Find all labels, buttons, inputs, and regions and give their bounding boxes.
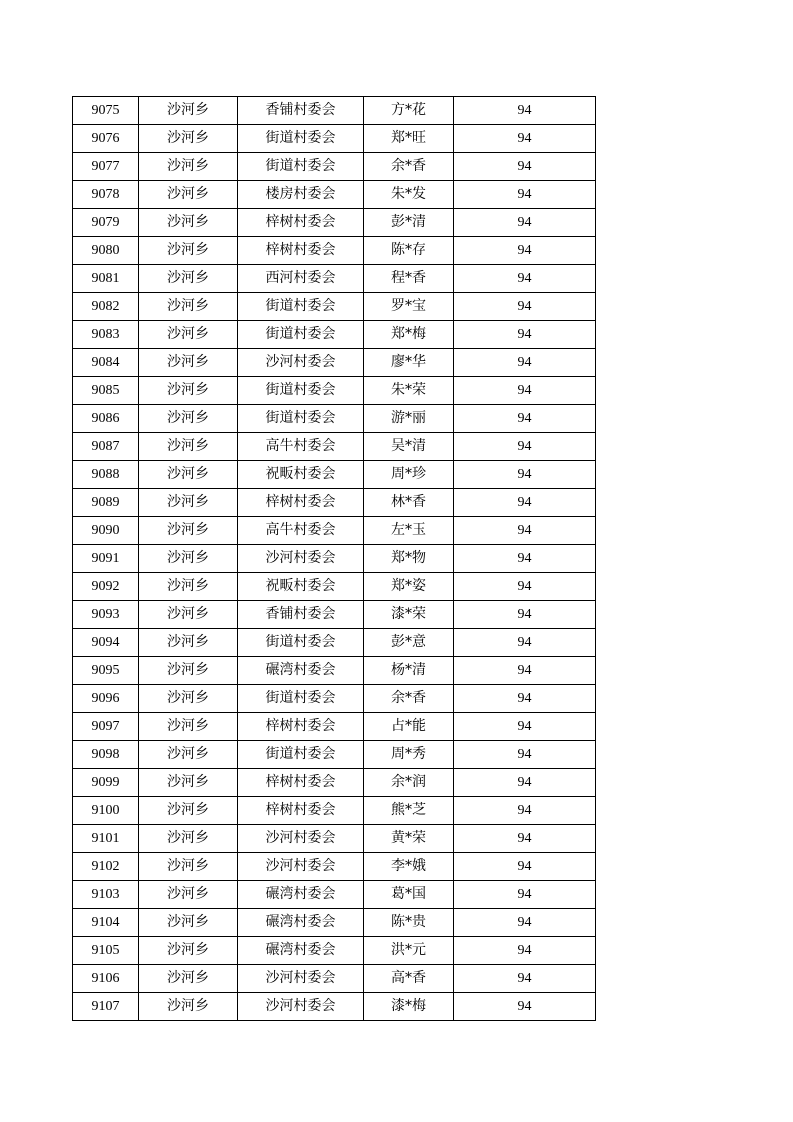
- cell-serial-number: 9093: [73, 601, 139, 629]
- cell-score: 94: [454, 517, 596, 545]
- cell-village-committee: 沙河村委会: [238, 993, 364, 1021]
- table-row: [73, 685, 596, 713]
- cell-score: 94: [454, 797, 596, 825]
- table-row: [73, 713, 596, 741]
- cell-serial-number: 9075: [73, 97, 139, 125]
- table-row: [73, 741, 596, 769]
- cell-serial-number: 9102: [73, 853, 139, 881]
- cell-score: 94: [454, 545, 596, 573]
- cell-village-committee: 碾湾村委会: [238, 937, 364, 965]
- cell-township: 沙河乡: [139, 601, 238, 629]
- cell-score: 94: [454, 321, 596, 349]
- table-row: [73, 909, 596, 937]
- cell-village-committee: 街道村委会: [238, 293, 364, 321]
- cell-person-name: 朱*荣: [364, 377, 454, 405]
- cell-score: 94: [454, 573, 596, 601]
- cell-score: 94: [454, 293, 596, 321]
- cell-score: 94: [454, 965, 596, 993]
- cell-person-name: 陈*贵: [364, 909, 454, 937]
- cell-person-name: 洪*元: [364, 937, 454, 965]
- cell-serial-number: 9103: [73, 881, 139, 909]
- cell-serial-number: 9083: [73, 321, 139, 349]
- cell-village-committee: 碾湾村委会: [238, 881, 364, 909]
- cell-score: 94: [454, 349, 596, 377]
- cell-person-name: 黄*荣: [364, 825, 454, 853]
- cell-person-name: 余*润: [364, 769, 454, 797]
- cell-township: 沙河乡: [139, 685, 238, 713]
- cell-township: 沙河乡: [139, 937, 238, 965]
- cell-village-committee: 街道村委会: [238, 377, 364, 405]
- table-row: [73, 881, 596, 909]
- cell-village-committee: 沙河村委会: [238, 545, 364, 573]
- cell-township: 沙河乡: [139, 209, 238, 237]
- cell-serial-number: 9097: [73, 713, 139, 741]
- table-row: [73, 153, 596, 181]
- cell-score: 94: [454, 209, 596, 237]
- cell-score: 94: [454, 657, 596, 685]
- table-row: [73, 489, 596, 517]
- cell-township: 沙河乡: [139, 657, 238, 685]
- table-row: [73, 265, 596, 293]
- cell-township: 沙河乡: [139, 769, 238, 797]
- cell-person-name: 周*珍: [364, 461, 454, 489]
- cell-village-committee: 梓树村委会: [238, 797, 364, 825]
- cell-village-committee: 沙河村委会: [238, 349, 364, 377]
- cell-village-committee: 香铺村委会: [238, 601, 364, 629]
- cell-serial-number: 9106: [73, 965, 139, 993]
- cell-township: 沙河乡: [139, 433, 238, 461]
- cell-village-committee: 沙河村委会: [238, 825, 364, 853]
- cell-score: 94: [454, 237, 596, 265]
- cell-serial-number: 9082: [73, 293, 139, 321]
- cell-township: 沙河乡: [139, 741, 238, 769]
- table-row: [73, 965, 596, 993]
- table-row: [73, 237, 596, 265]
- cell-person-name: 高*香: [364, 965, 454, 993]
- cell-score: 94: [454, 853, 596, 881]
- cell-township: 沙河乡: [139, 461, 238, 489]
- cell-serial-number: 9080: [73, 237, 139, 265]
- cell-person-name: 方*花: [364, 97, 454, 125]
- cell-person-name: 郑*梅: [364, 321, 454, 349]
- cell-township: 沙河乡: [139, 181, 238, 209]
- cell-village-committee: 高牛村委会: [238, 517, 364, 545]
- table-row: [73, 405, 596, 433]
- cell-township: 沙河乡: [139, 965, 238, 993]
- cell-township: 沙河乡: [139, 405, 238, 433]
- cell-serial-number: 9076: [73, 125, 139, 153]
- cell-score: 94: [454, 937, 596, 965]
- cell-score: 94: [454, 377, 596, 405]
- cell-person-name: 郑*物: [364, 545, 454, 573]
- cell-serial-number: 9081: [73, 265, 139, 293]
- table-row: [73, 209, 596, 237]
- cell-township: 沙河乡: [139, 825, 238, 853]
- cell-person-name: 陈*存: [364, 237, 454, 265]
- table-row: [73, 125, 596, 153]
- cell-serial-number: 9107: [73, 993, 139, 1021]
- roster-table: [72, 96, 596, 1021]
- table-row: [73, 461, 596, 489]
- table-row: [73, 181, 596, 209]
- cell-serial-number: 9088: [73, 461, 139, 489]
- cell-township: 沙河乡: [139, 573, 238, 601]
- cell-village-committee: 街道村委会: [238, 405, 364, 433]
- cell-village-committee: 祝畈村委会: [238, 461, 364, 489]
- cell-serial-number: 9099: [73, 769, 139, 797]
- cell-serial-number: 9087: [73, 433, 139, 461]
- cell-score: 94: [454, 993, 596, 1021]
- cell-village-committee: 楼房村委会: [238, 181, 364, 209]
- table-row: [73, 573, 596, 601]
- cell-serial-number: 9085: [73, 377, 139, 405]
- cell-score: 94: [454, 265, 596, 293]
- cell-township: 沙河乡: [139, 153, 238, 181]
- cell-village-committee: 高牛村委会: [238, 433, 364, 461]
- table-row: [73, 517, 596, 545]
- cell-township: 沙河乡: [139, 349, 238, 377]
- cell-person-name: 杨*清: [364, 657, 454, 685]
- table-row: [73, 601, 596, 629]
- cell-township: 沙河乡: [139, 237, 238, 265]
- table-row: [73, 657, 596, 685]
- cell-serial-number: 9078: [73, 181, 139, 209]
- cell-village-committee: 梓树村委会: [238, 713, 364, 741]
- cell-serial-number: 9091: [73, 545, 139, 573]
- cell-township: 沙河乡: [139, 853, 238, 881]
- cell-person-name: 熊*芝: [364, 797, 454, 825]
- cell-serial-number: 9101: [73, 825, 139, 853]
- cell-village-committee: 街道村委会: [238, 685, 364, 713]
- table-row: [73, 321, 596, 349]
- cell-person-name: 漆*梅: [364, 993, 454, 1021]
- cell-person-name: 郑*旺: [364, 125, 454, 153]
- table-row: [73, 349, 596, 377]
- table-row: [73, 545, 596, 573]
- cell-score: 94: [454, 489, 596, 517]
- cell-person-name: 余*香: [364, 685, 454, 713]
- cell-township: 沙河乡: [139, 293, 238, 321]
- cell-village-committee: 碾湾村委会: [238, 657, 364, 685]
- cell-serial-number: 9105: [73, 937, 139, 965]
- cell-person-name: 朱*发: [364, 181, 454, 209]
- cell-village-committee: 西河村委会: [238, 265, 364, 293]
- table-row: [73, 377, 596, 405]
- cell-township: 沙河乡: [139, 629, 238, 657]
- cell-person-name: 左*玉: [364, 517, 454, 545]
- cell-person-name: 彭*清: [364, 209, 454, 237]
- cell-score: 94: [454, 461, 596, 489]
- cell-township: 沙河乡: [139, 125, 238, 153]
- cell-score: 94: [454, 769, 596, 797]
- cell-person-name: 占*能: [364, 713, 454, 741]
- cell-serial-number: 9100: [73, 797, 139, 825]
- cell-score: 94: [454, 825, 596, 853]
- cell-village-committee: 街道村委会: [238, 153, 364, 181]
- cell-person-name: 漆*荣: [364, 601, 454, 629]
- cell-score: 94: [454, 713, 596, 741]
- cell-village-committee: 街道村委会: [238, 741, 364, 769]
- cell-village-committee: 碾湾村委会: [238, 909, 364, 937]
- cell-person-name: 李*娥: [364, 853, 454, 881]
- cell-township: 沙河乡: [139, 377, 238, 405]
- cell-person-name: 林*香: [364, 489, 454, 517]
- cell-township: 沙河乡: [139, 713, 238, 741]
- cell-person-name: 罗*宝: [364, 293, 454, 321]
- cell-score: 94: [454, 601, 596, 629]
- cell-serial-number: 9096: [73, 685, 139, 713]
- cell-serial-number: 9095: [73, 657, 139, 685]
- cell-score: 94: [454, 741, 596, 769]
- cell-township: 沙河乡: [139, 909, 238, 937]
- cell-serial-number: 9077: [73, 153, 139, 181]
- cell-village-committee: 沙河村委会: [238, 853, 364, 881]
- cell-village-committee: 梓树村委会: [238, 237, 364, 265]
- table-row: [73, 629, 596, 657]
- cell-township: 沙河乡: [139, 489, 238, 517]
- roster-table-body: [73, 97, 596, 1021]
- table-row: [73, 797, 596, 825]
- cell-score: 94: [454, 405, 596, 433]
- cell-score: 94: [454, 685, 596, 713]
- cell-serial-number: 9092: [73, 573, 139, 601]
- cell-village-committee: 街道村委会: [238, 125, 364, 153]
- cell-score: 94: [454, 881, 596, 909]
- cell-serial-number: 9086: [73, 405, 139, 433]
- cell-person-name: 周*秀: [364, 741, 454, 769]
- cell-township: 沙河乡: [139, 797, 238, 825]
- cell-score: 94: [454, 97, 596, 125]
- cell-score: 94: [454, 125, 596, 153]
- cell-score: 94: [454, 909, 596, 937]
- cell-village-committee: 街道村委会: [238, 629, 364, 657]
- cell-village-committee: 梓树村委会: [238, 769, 364, 797]
- cell-serial-number: 9098: [73, 741, 139, 769]
- cell-person-name: 余*香: [364, 153, 454, 181]
- cell-score: 94: [454, 433, 596, 461]
- cell-serial-number: 9089: [73, 489, 139, 517]
- cell-serial-number: 9079: [73, 209, 139, 237]
- cell-village-committee: 沙河村委会: [238, 965, 364, 993]
- cell-person-name: 郑*姿: [364, 573, 454, 601]
- cell-village-committee: 梓树村委会: [238, 209, 364, 237]
- table-row: [73, 853, 596, 881]
- table-row: [73, 993, 596, 1021]
- cell-score: 94: [454, 153, 596, 181]
- cell-serial-number: 9094: [73, 629, 139, 657]
- cell-village-committee: 祝畈村委会: [238, 573, 364, 601]
- table-row: [73, 433, 596, 461]
- cell-township: 沙河乡: [139, 545, 238, 573]
- table-row: [73, 293, 596, 321]
- cell-village-committee: 梓树村委会: [238, 489, 364, 517]
- cell-township: 沙河乡: [139, 321, 238, 349]
- cell-person-name: 程*香: [364, 265, 454, 293]
- table-row: [73, 97, 596, 125]
- cell-score: 94: [454, 629, 596, 657]
- cell-township: 沙河乡: [139, 881, 238, 909]
- cell-village-committee: 香铺村委会: [238, 97, 364, 125]
- table-row: [73, 937, 596, 965]
- cell-person-name: 葛*国: [364, 881, 454, 909]
- cell-person-name: 吴*清: [364, 433, 454, 461]
- cell-township: 沙河乡: [139, 265, 238, 293]
- table-row: [73, 769, 596, 797]
- cell-village-committee: 街道村委会: [238, 321, 364, 349]
- cell-person-name: 廖*华: [364, 349, 454, 377]
- cell-serial-number: 9090: [73, 517, 139, 545]
- cell-person-name: 游*丽: [364, 405, 454, 433]
- cell-township: 沙河乡: [139, 517, 238, 545]
- cell-serial-number: 9084: [73, 349, 139, 377]
- table-row: [73, 825, 596, 853]
- cell-township: 沙河乡: [139, 993, 238, 1021]
- cell-township: 沙河乡: [139, 97, 238, 125]
- cell-serial-number: 9104: [73, 909, 139, 937]
- cell-person-name: 彭*意: [364, 629, 454, 657]
- cell-score: 94: [454, 181, 596, 209]
